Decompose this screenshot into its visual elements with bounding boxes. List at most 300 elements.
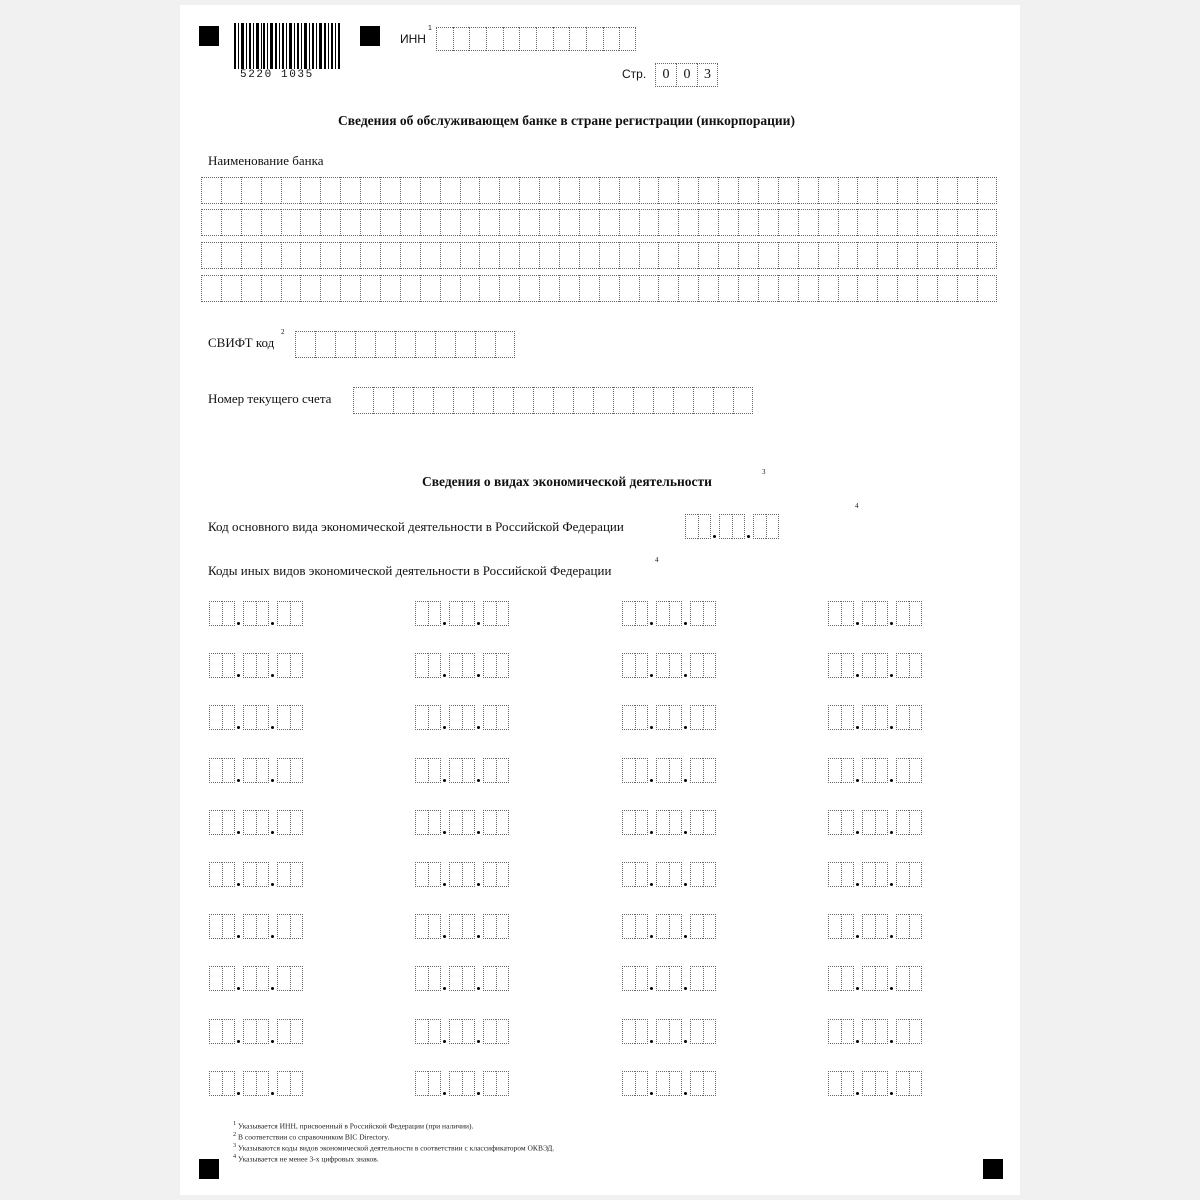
input-cell[interactable] — [460, 177, 480, 204]
input-cell[interactable] — [393, 387, 413, 414]
input-cell[interactable] — [519, 275, 539, 302]
code-digit-pair[interactable] — [828, 758, 854, 783]
input-cell[interactable] — [496, 810, 509, 835]
input-cell[interactable] — [261, 242, 281, 269]
code-digit-pair[interactable] — [896, 705, 922, 730]
input-cell[interactable] — [622, 810, 635, 835]
code-digit-pair[interactable] — [277, 601, 303, 626]
input-cell[interactable] — [703, 1019, 716, 1044]
input-cell[interactable] — [243, 810, 256, 835]
input-cell[interactable] — [400, 242, 420, 269]
input-cell[interactable] — [909, 653, 922, 678]
input-cell[interactable] — [320, 209, 340, 236]
input-cell[interactable] — [473, 387, 493, 414]
code-digit-pair[interactable] — [209, 914, 235, 939]
input-cell[interactable] — [690, 914, 703, 939]
input-cell[interactable] — [703, 758, 716, 783]
input-cell[interactable] — [209, 862, 222, 887]
input-cell[interactable] — [635, 1071, 648, 1096]
bank-name-row-4[interactable] — [201, 275, 997, 302]
input-cell[interactable] — [828, 810, 841, 835]
input-cell[interactable] — [483, 1019, 496, 1044]
input-cell[interactable] — [209, 758, 222, 783]
code-digit-pair[interactable] — [896, 810, 922, 835]
code-digit-pair[interactable] — [483, 810, 509, 835]
other-activity-code-field[interactable] — [209, 758, 303, 783]
input-cell[interactable] — [778, 177, 798, 204]
code-digit-pair[interactable] — [656, 810, 682, 835]
input-cell[interactable] — [209, 1071, 222, 1096]
code-digit-pair[interactable] — [277, 1071, 303, 1096]
input-cell[interactable] — [862, 810, 875, 835]
input-cell[interactable] — [703, 862, 716, 887]
other-activity-code-field[interactable] — [209, 914, 303, 939]
input-cell[interactable] — [395, 331, 415, 358]
input-cell[interactable] — [440, 177, 460, 204]
code-digit-pair[interactable] — [656, 653, 682, 678]
input-cell[interactable] — [862, 966, 875, 991]
input-cell[interactable] — [449, 914, 462, 939]
code-digit-pair[interactable] — [209, 862, 235, 887]
input-cell[interactable] — [579, 275, 599, 302]
code-digit-pair[interactable] — [415, 862, 441, 887]
input-cell[interactable] — [635, 653, 648, 678]
input-cell[interactable] — [222, 1071, 235, 1096]
other-activity-code-field[interactable] — [828, 705, 922, 730]
input-cell[interactable] — [539, 209, 559, 236]
input-cell[interactable] — [599, 177, 619, 204]
input-cell[interactable] — [460, 242, 480, 269]
input-cell[interactable] — [669, 601, 682, 626]
input-cell[interactable] — [838, 275, 858, 302]
input-cell[interactable] — [340, 242, 360, 269]
input-cell[interactable] — [277, 758, 290, 783]
input-cell[interactable] — [798, 242, 818, 269]
input-cell[interactable] — [243, 1071, 256, 1096]
input-cell[interactable] — [669, 758, 682, 783]
input-cell[interactable] — [428, 1019, 441, 1044]
code-digit-pair[interactable] — [828, 914, 854, 939]
input-cell[interactable] — [828, 653, 841, 678]
input-cell[interactable] — [857, 242, 877, 269]
code-digit-pair[interactable] — [656, 914, 682, 939]
input-cell[interactable] — [738, 209, 758, 236]
input-cell[interactable] — [462, 914, 475, 939]
other-activity-code-field[interactable] — [209, 1019, 303, 1044]
input-cell[interactable] — [415, 653, 428, 678]
input-cell[interactable] — [415, 1071, 428, 1096]
input-cell[interactable] — [619, 209, 639, 236]
input-cell[interactable] — [495, 331, 515, 358]
input-cell[interactable] — [483, 705, 496, 730]
input-cell[interactable] — [483, 810, 496, 835]
code-digit-pair[interactable] — [277, 862, 303, 887]
other-activity-code-field[interactable] — [828, 1019, 922, 1044]
other-activity-code-field[interactable] — [415, 1019, 509, 1044]
other-activity-code-field[interactable] — [415, 862, 509, 887]
other-activity-code-field[interactable] — [209, 862, 303, 887]
input-cell[interactable] — [778, 242, 798, 269]
input-cell[interactable] — [320, 177, 340, 204]
input-cell[interactable] — [436, 27, 453, 51]
input-cell[interactable] — [917, 209, 937, 236]
code-digit-pair[interactable] — [690, 601, 716, 626]
input-cell[interactable] — [622, 653, 635, 678]
input-cell[interactable] — [713, 387, 733, 414]
input-cell[interactable] — [483, 862, 496, 887]
input-cell[interactable] — [300, 242, 320, 269]
input-cell[interactable] — [678, 209, 698, 236]
input-cell[interactable] — [857, 177, 877, 204]
input-cell[interactable] — [373, 387, 393, 414]
input-cell[interactable] — [420, 177, 440, 204]
input-cell[interactable] — [656, 1019, 669, 1044]
input-cell[interactable] — [875, 758, 888, 783]
code-digit-pair[interactable] — [277, 758, 303, 783]
input-cell[interactable] — [340, 275, 360, 302]
input-cell[interactable] — [896, 862, 909, 887]
input-cell[interactable] — [449, 1019, 462, 1044]
input-cell[interactable] — [209, 653, 222, 678]
code-digit-pair[interactable] — [277, 653, 303, 678]
other-activity-code-field[interactable] — [622, 810, 716, 835]
input-cell[interactable] — [690, 1071, 703, 1096]
code-digit-pair[interactable] — [753, 514, 779, 539]
input-cell[interactable] — [669, 653, 682, 678]
input-cell[interactable] — [841, 966, 854, 991]
input-cell[interactable] — [440, 242, 460, 269]
input-cell[interactable] — [462, 966, 475, 991]
input-cell[interactable] — [693, 387, 713, 414]
input-cell[interactable] — [428, 810, 441, 835]
code-digit-pair[interactable] — [862, 1019, 888, 1044]
other-activity-code-field[interactable] — [622, 601, 716, 626]
input-cell[interactable] — [222, 914, 235, 939]
code-digit-pair[interactable] — [690, 705, 716, 730]
input-cell[interactable] — [841, 1019, 854, 1044]
code-digit-pair[interactable] — [622, 1019, 648, 1044]
main-activity-code-field[interactable] — [685, 514, 779, 539]
code-digit-pair[interactable] — [277, 966, 303, 991]
input-cell[interactable] — [300, 275, 320, 302]
input-cell[interactable] — [573, 387, 593, 414]
input-cell[interactable] — [862, 862, 875, 887]
input-cell[interactable] — [539, 242, 559, 269]
input-cell[interactable] — [656, 653, 669, 678]
input-cell[interactable] — [222, 653, 235, 678]
input-cell[interactable] — [828, 914, 841, 939]
input-cell[interactable] — [690, 758, 703, 783]
input-cell[interactable] — [496, 758, 509, 783]
input-cell[interactable] — [658, 177, 678, 204]
input-cell[interactable] — [360, 177, 380, 204]
input-cell[interactable] — [622, 966, 635, 991]
input-cell[interactable] — [295, 331, 315, 358]
input-cell[interactable] — [483, 1071, 496, 1096]
input-cell[interactable] — [669, 914, 682, 939]
input-cell[interactable] — [635, 705, 648, 730]
code-digit-pair[interactable] — [415, 601, 441, 626]
input-cell[interactable] — [896, 1071, 909, 1096]
input-cell[interactable] — [690, 705, 703, 730]
code-digit-pair[interactable] — [690, 758, 716, 783]
code-digit-pair[interactable] — [896, 914, 922, 939]
input-cell[interactable] — [201, 209, 221, 236]
input-cell[interactable] — [553, 27, 570, 51]
code-digit-pair[interactable] — [243, 1019, 269, 1044]
code-digit-pair[interactable] — [690, 914, 716, 939]
input-cell[interactable] — [241, 275, 261, 302]
code-digit-pair[interactable] — [277, 1019, 303, 1044]
input-cell[interactable] — [290, 653, 303, 678]
input-cell[interactable] — [599, 209, 619, 236]
input-cell[interactable] — [243, 705, 256, 730]
input-cell[interactable] — [690, 601, 703, 626]
bank-name-row-1[interactable] — [201, 177, 997, 204]
input-cell[interactable] — [896, 758, 909, 783]
code-digit-pair[interactable] — [243, 914, 269, 939]
input-cell[interactable] — [462, 758, 475, 783]
code-digit-pair[interactable] — [719, 514, 745, 539]
input-cell[interactable] — [639, 275, 659, 302]
other-activity-code-field[interactable] — [622, 1071, 716, 1096]
input-cell[interactable] — [400, 275, 420, 302]
code-digit-pair[interactable] — [483, 914, 509, 939]
page-number-field[interactable] — [655, 63, 718, 87]
input-cell[interactable] — [415, 705, 428, 730]
code-digit-pair[interactable] — [483, 705, 509, 730]
input-cell[interactable] — [635, 810, 648, 835]
code-digit-pair[interactable] — [449, 705, 475, 730]
input-cell[interactable] — [201, 242, 221, 269]
code-digit-pair[interactable] — [896, 758, 922, 783]
input-cell[interactable] — [435, 331, 455, 358]
input-cell[interactable] — [698, 177, 718, 204]
input-cell[interactable] — [256, 1071, 269, 1096]
input-cell[interactable] — [718, 275, 738, 302]
input-cell[interactable] — [599, 242, 619, 269]
input-cell[interactable] — [639, 177, 659, 204]
code-digit-pair[interactable] — [483, 862, 509, 887]
input-cell[interactable] — [415, 914, 428, 939]
input-cell[interactable] — [828, 758, 841, 783]
input-cell[interactable] — [897, 209, 917, 236]
input-cell[interactable] — [221, 209, 241, 236]
code-digit-pair[interactable] — [656, 966, 682, 991]
input-cell[interactable] — [875, 705, 888, 730]
input-cell[interactable] — [909, 705, 922, 730]
input-cell[interactable] — [917, 177, 937, 204]
input-cell[interactable] — [413, 387, 433, 414]
input-cell[interactable] — [656, 810, 669, 835]
input-cell[interactable] — [360, 209, 380, 236]
input-cell[interactable] — [875, 862, 888, 887]
other-activity-code-field[interactable] — [622, 914, 716, 939]
input-cell[interactable] — [656, 601, 669, 626]
code-digit-pair[interactable] — [828, 705, 854, 730]
input-cell[interactable] — [335, 331, 355, 358]
code-digit-pair[interactable] — [449, 758, 475, 783]
input-cell[interactable] — [222, 601, 235, 626]
code-digit-pair[interactable] — [415, 966, 441, 991]
code-digit-pair[interactable] — [209, 1071, 235, 1096]
input-cell[interactable] — [718, 242, 738, 269]
input-cell[interactable] — [841, 653, 854, 678]
input-cell[interactable] — [690, 1019, 703, 1044]
input-cell[interactable] — [256, 601, 269, 626]
code-digit-pair[interactable] — [415, 705, 441, 730]
code-digit-pair[interactable] — [828, 862, 854, 887]
input-cell[interactable] — [462, 705, 475, 730]
other-activity-code-field[interactable] — [828, 862, 922, 887]
input-cell[interactable] — [656, 705, 669, 730]
other-activity-code-field[interactable] — [828, 1071, 922, 1096]
input-cell[interactable] — [455, 331, 475, 358]
input-cell[interactable] — [460, 275, 480, 302]
input-cell[interactable] — [499, 275, 519, 302]
input-cell[interactable] — [256, 758, 269, 783]
input-cell[interactable] — [340, 209, 360, 236]
code-digit-pair[interactable] — [656, 862, 682, 887]
input-cell[interactable] — [669, 966, 682, 991]
input-cell[interactable] — [635, 758, 648, 783]
input-cell[interactable] — [678, 177, 698, 204]
input-cell[interactable] — [703, 914, 716, 939]
input-cell[interactable] — [320, 275, 340, 302]
code-digit-pair[interactable] — [622, 966, 648, 991]
input-cell[interactable] — [841, 705, 854, 730]
input-cell[interactable] — [619, 177, 639, 204]
input-cell[interactable] — [479, 275, 499, 302]
input-cell[interactable] — [690, 653, 703, 678]
input-cell[interactable] — [698, 514, 711, 539]
input-cell[interactable] — [778, 275, 798, 302]
input-cell[interactable] — [798, 275, 818, 302]
input-cell[interactable] — [678, 242, 698, 269]
input-cell[interactable] — [428, 758, 441, 783]
input-cell[interactable] — [841, 758, 854, 783]
other-activity-code-field[interactable] — [209, 653, 303, 678]
input-cell[interactable] — [909, 1071, 922, 1096]
code-digit-pair[interactable] — [690, 862, 716, 887]
input-cell[interactable] — [877, 275, 897, 302]
input-cell[interactable] — [453, 387, 473, 414]
code-digit-pair[interactable] — [690, 653, 716, 678]
input-cell[interactable] — [896, 810, 909, 835]
input-cell[interactable] — [243, 914, 256, 939]
input-cell[interactable] — [622, 1071, 635, 1096]
input-cell[interactable] — [818, 177, 838, 204]
input-cell[interactable] — [277, 966, 290, 991]
code-digit-pair[interactable] — [862, 1071, 888, 1096]
input-cell[interactable] — [586, 27, 603, 51]
input-cell[interactable] — [479, 177, 499, 204]
code-digit-pair[interactable] — [622, 1071, 648, 1096]
input-cell[interactable] — [669, 705, 682, 730]
input-cell[interactable] — [673, 387, 693, 414]
other-activity-code-field[interactable] — [622, 862, 716, 887]
input-cell[interactable] — [698, 242, 718, 269]
input-cell[interactable] — [449, 653, 462, 678]
code-digit-pair[interactable] — [277, 705, 303, 730]
code-digit-pair[interactable] — [622, 705, 648, 730]
input-cell[interactable] — [503, 27, 520, 51]
code-digit-pair[interactable] — [449, 653, 475, 678]
input-cell[interactable] — [221, 242, 241, 269]
input-cell[interactable] — [635, 1019, 648, 1044]
code-digit-pair[interactable] — [828, 653, 854, 678]
input-cell[interactable] — [428, 914, 441, 939]
input-cell[interactable] — [875, 966, 888, 991]
input-cell[interactable] — [862, 758, 875, 783]
input-cell[interactable] — [857, 209, 877, 236]
input-cell[interactable] — [428, 1071, 441, 1096]
input-cell[interactable] — [281, 242, 301, 269]
input-cell[interactable] — [355, 331, 375, 358]
input-cell[interactable] — [241, 209, 261, 236]
input-cell[interactable] — [909, 810, 922, 835]
input-cell[interactable] — [222, 810, 235, 835]
input-cell[interactable] — [857, 275, 877, 302]
input-cell[interactable] — [209, 601, 222, 626]
input-cell[interactable] — [613, 387, 633, 414]
input-cell[interactable] — [415, 1019, 428, 1044]
code-digit-pair[interactable] — [656, 1019, 682, 1044]
input-cell[interactable] — [658, 242, 678, 269]
input-cell[interactable] — [828, 705, 841, 730]
input-cell[interactable] — [380, 177, 400, 204]
input-cell[interactable] — [977, 275, 997, 302]
input-cell[interactable] — [917, 275, 937, 302]
input-cell[interactable] — [277, 653, 290, 678]
input-cell[interactable] — [758, 242, 778, 269]
input-cell[interactable] — [718, 177, 738, 204]
code-digit-pair[interactable] — [862, 653, 888, 678]
input-cell[interactable] — [838, 242, 858, 269]
input-cell[interactable] — [579, 177, 599, 204]
input-cell[interactable] — [536, 27, 553, 51]
input-cell[interactable] — [415, 966, 428, 991]
input-cell[interactable] — [957, 275, 977, 302]
swift-code-field[interactable] — [295, 331, 515, 358]
input-cell[interactable] — [462, 1019, 475, 1044]
input-cell[interactable] — [539, 177, 559, 204]
other-activity-code-field[interactable] — [828, 966, 922, 991]
input-cell[interactable] — [315, 331, 335, 358]
code-digit-pair[interactable] — [622, 653, 648, 678]
code-digit-pair[interactable] — [277, 914, 303, 939]
input-cell[interactable] — [440, 209, 460, 236]
input-cell[interactable] — [462, 601, 475, 626]
input-cell[interactable] — [841, 810, 854, 835]
input-cell[interactable] — [937, 209, 957, 236]
input-cell[interactable] — [209, 966, 222, 991]
input-cell[interactable] — [440, 275, 460, 302]
input-cell[interactable] — [733, 387, 753, 414]
input-cell[interactable] — [862, 705, 875, 730]
input-cell[interactable] — [496, 705, 509, 730]
other-activity-code-field[interactable] — [209, 601, 303, 626]
input-cell[interactable] — [703, 1071, 716, 1096]
input-cell[interactable] — [909, 862, 922, 887]
code-digit-pair[interactable] — [243, 810, 269, 835]
other-activity-code-field[interactable] — [828, 914, 922, 939]
input-cell[interactable] — [635, 862, 648, 887]
code-digit-pair[interactable] — [656, 705, 682, 730]
input-cell[interactable] — [469, 27, 486, 51]
input-cell[interactable] — [277, 810, 290, 835]
other-activity-code-field[interactable] — [209, 966, 303, 991]
